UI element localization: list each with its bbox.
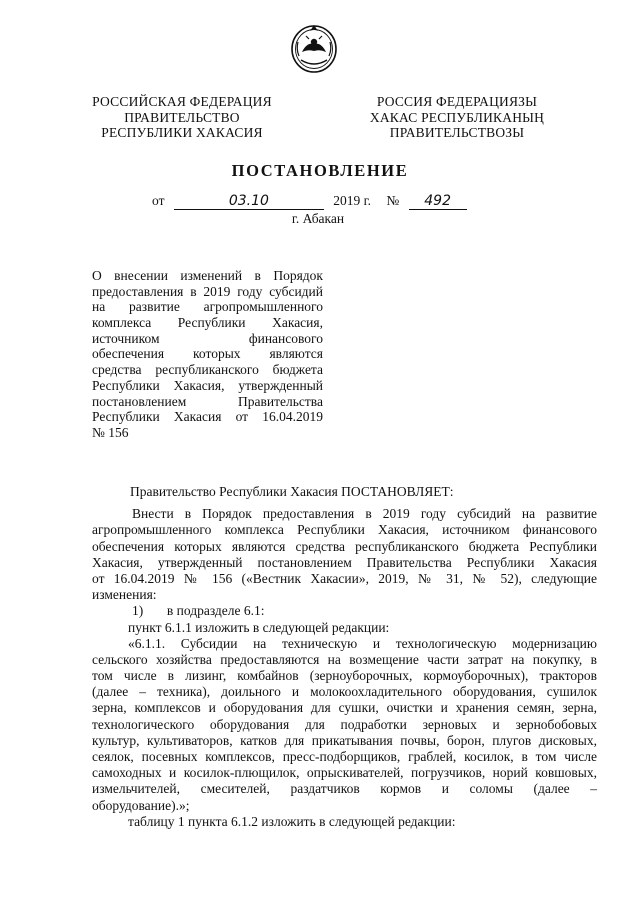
city-name: г. Абакан [291,211,345,226]
subject-line: № 156 [92,424,129,440]
header-right-line-1: РОССИЯ ФЕДЕРАЦИЯЗЫ [376,94,538,109]
header-left-line-3: РЕСПУБЛИКИ ХАКАСИЯ [101,125,263,140]
quote-line: зерна, комплексов и оборудования для сушки, очистки и хранения семян, зерна, [92,700,597,716]
header-left-block [82,94,282,141]
body-text [92,484,597,830]
coat-of-arms-emblem [289,22,339,74]
date-value: 03.10 [174,194,324,210]
quote-line: сеялок, посевных комплексов, пресс-подборщиков, граблей, косилок, в том числе [92,749,597,764]
quote-line: сельского хозяйства предоставляются на возмещение части затрат на покупку, в [92,651,597,667]
quote-line: культур, культиваторов, катков для прикатывания почвы, борон, плугов дисковых, [92,732,597,748]
subject-line: О внесении изменений в Порядок [92,268,323,283]
subject-block [92,268,323,441]
city-line [0,211,640,227]
subject-line: комплекса Республики Хакасия, [92,315,323,331]
subject-line: обеспечения которых являются [92,346,323,362]
header-right-block [362,94,552,141]
quote-line: «6.1.1. Субсидии на техническую и технологическую модернизацию [128,635,597,651]
document-number: 492 [409,194,467,210]
number-label: № [386,193,400,208]
paragraph-line: обеспечения которых являются средства республиканского бюджета Республики [92,538,597,554]
intro-line: Правительство Республики Хакасия ПОСТАНОВЛЯЕТ: [130,484,454,499]
subject-line: источником финансового [92,330,323,346]
subject-line: предоставления в 2019 году субсидий [92,283,323,299]
table-instruction-line: таблицу 1 пункта 6.1.2 изложить в следующей редакции: [128,813,456,829]
paragraph-line: Хакасия, утвержденный постановлением Правительства Республики Хакасия [92,554,597,570]
quote-line: оборудование).»; [92,797,190,813]
header-left-line-2: ПРАВИТЕЛЬСТВО [124,109,240,125]
document-title: ПОСТАНОВЛЕНИЕ [231,161,409,180]
paragraph-line: от 16.04.2019 № 156 («Вестник Хакасии», 2019, № 31, № 52), следующие [92,570,597,586]
paragraph-line: Внести в Порядок предоставления в 2019 году субсидий на развитие [132,506,597,522]
quote-line: (далее – техника), доильного и молокоохладительного оборудования, сушилок [92,684,597,700]
quote-line: самоходных и косилок-плющилок, опрыскивателей, погрузчиков, норий ковшовых, [92,765,597,781]
item-1-subline: пункт 6.1.1 изложить в следующей редакции: [128,619,390,635]
header-right-line-2: ХАКАС РЕСПУБЛИКАНЫҢ [369,109,545,125]
paragraph-line: изменения: [92,587,157,603]
quote-line: том числе в лизинг, комбайнов (зерноуборочных, кормоуборочных), тракторов [92,668,597,684]
paragraph-line: агропромышленного комплекса Республики Хакасия, источником финансового [92,522,597,538]
subject-line: Республики Хакасия, утвержденный [92,377,323,393]
item-1-line: 1) в подразделе 6.1: [132,603,265,619]
subject-line: средства республиканского бюджета [92,362,323,378]
date-number-line [152,193,467,210]
subject-line: на развитие агропромышленного [92,299,323,315]
subject-line: Республики Хакасия от 16.04.2019 [92,409,323,425]
subject-line: постановлением Правительства [92,393,323,409]
quote-line: измельчителей, смесителей, раздатчиков кормов и соломы (далее – [92,781,597,797]
quote-line: технологического оборудования для подработки зерновых и зернобобовых [92,716,597,732]
year-label: 2019 г. [333,193,371,208]
header-right-line-3: ПРАВИТЕЛЬСТВОЗЫ [389,125,525,140]
header-left-line-1: РОССИЙСКАЯ ФЕДЕРАЦИЯ [92,94,272,109]
date-from-label: от [152,193,165,208]
